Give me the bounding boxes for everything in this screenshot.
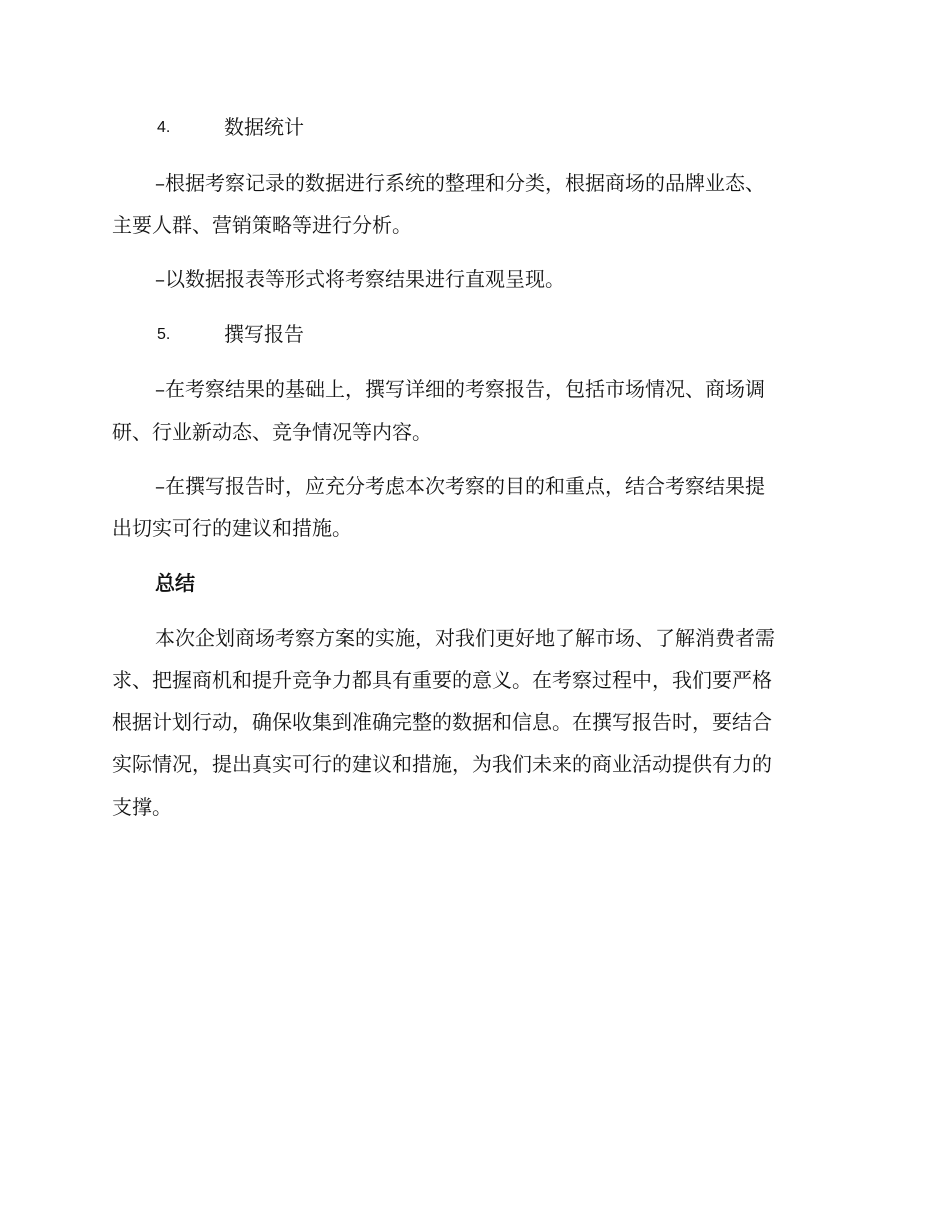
section-number: 4. xyxy=(157,119,171,136)
paragraph-line: –在考察结果的基础上，撰写详细的考察报告，包括市场情况、商场调 xyxy=(155,377,765,401)
paragraph-line: –在撰写报告时，应充分考虑本次考察的目的和重点，结合考察结果提 xyxy=(155,474,765,498)
summary-line: 根据计划行动，确保收集到准确完整的数据和信息。在撰写报告时，要结合 xyxy=(112,710,772,734)
summary-line: 实际情况，提出真实可行的建议和措施，为我们未来的商业活动提供有力的 xyxy=(112,752,772,776)
paragraph-line: 研、行业新动态、竞争情况等内容。 xyxy=(112,420,432,444)
paragraph-line: 出切实可行的建议和措施。 xyxy=(112,516,352,540)
summary-line: 求、把握商机和提升竞争力都具有重要的意义。在考察过程中，我们要严格 xyxy=(112,668,772,692)
summary-line: 本次企划商场考察方案的实施，对我们更好地了解市场、了解消费者需 xyxy=(155,626,775,650)
paragraph-line: –根据考察记录的数据进行系统的整理和分类，根据商场的品牌业态、 xyxy=(155,171,765,195)
section-title: 数据统计 xyxy=(224,115,304,139)
paragraph-line: –以数据报表等形式将考察结果进行直观呈现。 xyxy=(155,267,565,291)
paragraph-line: 主要人群、营销策略等进行分析。 xyxy=(112,213,412,237)
section-number: 5. xyxy=(157,326,171,343)
summary-line: 支撑。 xyxy=(112,795,172,819)
summary-heading: 总结 xyxy=(155,571,195,595)
section-title: 撰写报告 xyxy=(224,322,304,346)
